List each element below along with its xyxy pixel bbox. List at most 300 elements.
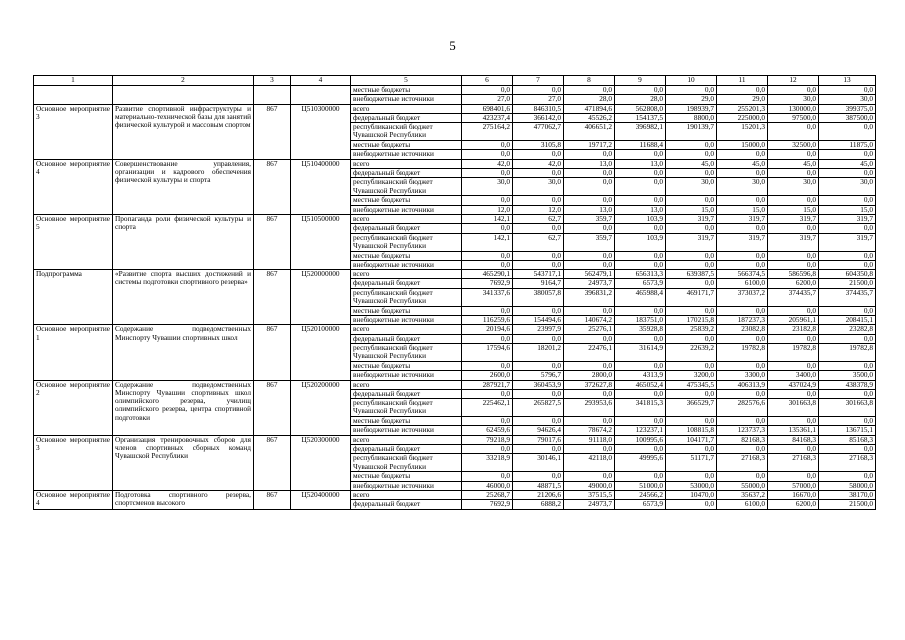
amount-cell: 0,0 [564,417,615,426]
amount-cell: 341815,3 [615,399,666,417]
amount-cell: 0,0 [666,169,717,178]
amount-cell: 0,0 [768,361,819,370]
funding-source-cell: внебюджетные источники [351,426,462,435]
amount-cell: 0,0 [666,306,717,315]
amount-cell: 0,0 [717,150,768,159]
amount-cell: 656313,3 [615,270,666,279]
amount-cell: 0,0 [819,445,876,454]
amount-cell: 84168,3 [768,435,819,444]
amount-cell: 6100,0 [717,279,768,288]
activity-name-cell [113,86,254,105]
funding-source-cell: местные бюджеты [351,196,462,205]
amount-cell: 51000,0 [615,481,666,490]
funding-source-cell: республиканский бюджет Чувашской Республики [351,123,462,141]
grbs-code-cell: 867 [254,214,291,269]
funding-source-cell: республиканский бюджет Чувашской Республики [351,454,462,472]
amount-cell: 0,0 [819,389,876,398]
amount-cell: 0,0 [462,361,513,370]
amount-cell: 13,0 [615,205,666,214]
amount-cell: 0,0 [819,472,876,481]
table-row [34,214,876,223]
activity-type-cell: Основное мероприятие 2 [34,380,113,435]
grbs-code-cell [254,86,291,105]
amount-cell: 104171,7 [666,435,717,444]
amount-cell: 25839,2 [666,325,717,334]
amount-cell: 301663,8 [768,399,819,417]
amount-cell: 16670,0 [768,490,819,499]
amount-cell: 639387,5 [666,270,717,279]
amount-cell: 0,0 [819,306,876,315]
col-header-3: 3 [254,76,291,86]
funding-source-cell: местные бюджеты [351,472,462,481]
amount-cell: 0,0 [513,196,564,205]
amount-cell: 97500,0 [768,113,819,122]
amount-cell: 29,0 [717,95,768,104]
budget-class-code-cell: Ц520000000 [291,270,351,325]
funding-source-cell: республиканский бюджет Чувашской Республики [351,288,462,306]
amount-cell: 0,0 [819,260,876,269]
amount-cell: 79218,9 [462,435,513,444]
amount-cell: 187237,3 [717,316,768,325]
amount-cell: 11688,4 [615,141,666,150]
amount-cell: 5796,7 [513,371,564,380]
budget-class-code-cell: Ц520400000 [291,490,351,509]
amount-cell: 0,0 [462,334,513,343]
amount-cell: 31614,9 [615,343,666,361]
amount-cell: 3500,0 [819,371,876,380]
amount-cell: 0,0 [717,196,768,205]
amount-cell: 85168,3 [819,435,876,444]
amount-cell: 0,0 [462,306,513,315]
amount-cell: 49000,0 [564,481,615,490]
funding-source-cell: местные бюджеты [351,417,462,426]
amount-cell: 0,0 [615,178,666,196]
budget-class-code-cell: Ц520300000 [291,435,351,490]
activity-name-cell: «Развитие спорта высших достижений и системы подготовки спортивного резерва» [113,270,254,325]
amount-cell: 108815,8 [666,426,717,435]
amount-cell: 22476,1 [564,343,615,361]
amount-cell: 604350,8 [819,270,876,279]
amount-cell: 136715,1 [819,426,876,435]
amount-cell: 183751,0 [615,316,666,325]
amount-cell: 100995,6 [615,435,666,444]
amount-cell: 8800,0 [666,113,717,122]
amount-cell: 0,0 [666,86,717,95]
budget-class-code-cell: Ц520100000 [291,325,351,380]
amount-cell: 0,0 [564,150,615,159]
amount-cell: 0,0 [717,86,768,95]
amount-cell: 380057,8 [513,288,564,306]
amount-cell: 0,0 [768,445,819,454]
funding-source-cell: местные бюджеты [351,251,462,260]
amount-cell: 29,0 [666,95,717,104]
amount-cell: 0,0 [819,251,876,260]
amount-cell: 0,0 [462,224,513,233]
amount-cell: 0,0 [564,251,615,260]
amount-cell: 15,0 [666,205,717,214]
amount-cell: 0,0 [717,224,768,233]
grbs-code-cell: 867 [254,490,291,509]
amount-cell: 0,0 [666,417,717,426]
header-row [34,76,876,86]
amount-cell: 301663,8 [819,399,876,417]
budget-table [33,75,876,510]
amount-cell: 198939,7 [666,104,717,113]
col-header-9: 9 [615,76,666,86]
table-body [34,86,876,510]
funding-source-cell: местные бюджеты [351,141,462,150]
amount-cell: 205961,1 [768,316,819,325]
amount-cell: 0,0 [666,279,717,288]
amount-cell: 27168,3 [819,454,876,472]
amount-cell: 4313,9 [615,371,666,380]
amount-cell: 35637,2 [717,490,768,499]
table-row [34,325,876,334]
amount-cell: 208415,1 [819,316,876,325]
amount-cell: 0,0 [615,306,666,315]
funding-source-cell: внебюджетные источники [351,260,462,269]
amount-cell: 15000,0 [717,141,768,150]
amount-cell: 42118,0 [564,454,615,472]
amount-cell: 372627,8 [564,380,615,389]
amount-cell: 25268,7 [462,490,513,499]
funding-source-cell: всего [351,435,462,444]
amount-cell: 543717,1 [513,270,564,279]
funding-source-cell: республиканский бюджет Чувашской Республики [351,233,462,251]
table-row [34,104,876,113]
amount-cell: 0,0 [462,260,513,269]
funding-source-cell: федеральный бюджет [351,445,462,454]
amount-cell: 0,0 [768,169,819,178]
amount-cell: 293953,6 [564,399,615,417]
amount-cell: 586596,8 [768,270,819,279]
amount-cell: 21500,0 [819,279,876,288]
amount-cell: 366142,0 [513,113,564,122]
col-header-10: 10 [666,76,717,86]
amount-cell: 0,0 [819,150,876,159]
col-header-8: 8 [564,76,615,86]
amount-cell: 6200,0 [768,279,819,288]
amount-cell: 116259,6 [462,316,513,325]
amount-cell: 57000,0 [768,481,819,490]
amount-cell: 45526,2 [564,113,615,122]
grbs-code-cell: 867 [254,104,291,159]
amount-cell: 0,0 [615,224,666,233]
amount-cell: 0,0 [819,361,876,370]
funding-source-cell: всего [351,159,462,168]
amount-cell: 7692,9 [462,279,513,288]
amount-cell: 0,0 [717,251,768,260]
amount-cell: 225462,1 [462,399,513,417]
activity-name-cell: Пропаганда роли физической культуры и спорта [113,214,254,269]
amount-cell: 0,0 [819,417,876,426]
amount-cell: 62,7 [513,233,564,251]
amount-cell: 12,0 [462,205,513,214]
col-header-2: 2 [113,76,254,86]
amount-cell: 42,0 [462,159,513,168]
amount-cell: 846310,5 [513,104,564,113]
amount-cell: 0,0 [768,417,819,426]
amount-cell: 0,0 [513,417,564,426]
amount-cell: 0,0 [666,150,717,159]
col-header-11: 11 [717,76,768,86]
amount-cell: 406313,9 [717,380,768,389]
amount-cell: 24973,7 [564,500,615,509]
amount-cell: 373037,2 [717,288,768,306]
amount-cell: 142,1 [462,214,513,223]
amount-cell: 319,7 [666,214,717,223]
amount-cell: 0,0 [615,251,666,260]
funding-source-cell: внебюджетные источники [351,150,462,159]
amount-cell: 154137,5 [615,113,666,122]
amount-cell: 0,0 [819,196,876,205]
amount-cell: 360453,9 [513,380,564,389]
amount-cell: 78674,2 [564,426,615,435]
amount-cell: 0,0 [615,445,666,454]
amount-cell: 0,0 [513,86,564,95]
budget-class-code-cell: Ц510400000 [291,159,351,214]
amount-cell: 12,0 [513,205,564,214]
table-row [34,270,876,279]
amount-cell: 0,0 [513,445,564,454]
amount-cell: 0,0 [717,417,768,426]
amount-cell: 130000,0 [768,104,819,113]
amount-cell: 30,0 [768,95,819,104]
amount-cell: 42,0 [513,159,564,168]
funding-source-cell: республиканский бюджет Чувашской Республики [351,399,462,417]
amount-cell: 265827,5 [513,399,564,417]
amount-cell: 225000,0 [717,113,768,122]
amount-cell: 190139,7 [666,123,717,141]
amount-cell: 406651,2 [564,123,615,141]
amount-cell: 0,0 [768,123,819,141]
activity-name-cell: Развитие спортивной инфраструктуры и материально-технической базы для занятий физической культурой и массовым спортом [113,104,254,159]
table-row [34,435,876,444]
amount-cell: 135361,1 [768,426,819,435]
amount-cell: 142,1 [462,233,513,251]
activity-type-cell: Основное мероприятие 1 [34,325,113,380]
amount-cell: 27168,3 [717,454,768,472]
amount-cell: 0,0 [666,472,717,481]
amount-cell: 0,0 [615,417,666,426]
funding-source-cell: республиканский бюджет Чувашской Республики [351,343,462,361]
amount-cell: 0,0 [717,260,768,269]
amount-cell: 0,0 [666,389,717,398]
amount-cell: 0,0 [513,334,564,343]
funding-source-cell: внебюджетные источники [351,371,462,380]
amount-cell: 0,0 [513,260,564,269]
amount-cell: 30,0 [666,178,717,196]
amount-cell: 79017,6 [513,435,564,444]
amount-cell: 3400,0 [768,371,819,380]
amount-cell: 6888,2 [513,500,564,509]
amount-cell: 374435,7 [819,288,876,306]
activity-type-cell: Основное мероприятие 3 [34,435,113,490]
budget-table-container [33,75,875,510]
budget-class-code-cell: Ц520200000 [291,380,351,435]
amount-cell: 154494,6 [513,316,564,325]
activity-type-cell: Подпрограмма [34,270,113,325]
amount-cell: 396982,1 [615,123,666,141]
amount-cell: 23182,8 [768,325,819,334]
amount-cell: 0,0 [564,389,615,398]
amount-cell: 0,0 [462,86,513,95]
amount-cell: 319,7 [666,233,717,251]
funding-source-cell: всего [351,270,462,279]
amount-cell: 0,0 [564,472,615,481]
amount-cell: 30,0 [513,178,564,196]
amount-cell: 387500,0 [819,113,876,122]
amount-cell: 0,0 [717,361,768,370]
amount-cell: 0,0 [462,389,513,398]
col-header-13: 13 [819,76,876,86]
amount-cell: 0,0 [513,361,564,370]
amount-cell: 0,0 [666,334,717,343]
amount-cell: 19782,8 [717,343,768,361]
amount-cell: 374435,7 [768,288,819,306]
amount-cell: 19717,2 [564,141,615,150]
col-header-1: 1 [34,76,113,86]
amount-cell: 23282,8 [819,325,876,334]
page-number: 5 [449,38,456,53]
amount-cell: 0,0 [564,260,615,269]
amount-cell: 0,0 [666,224,717,233]
amount-cell: 366529,7 [666,399,717,417]
amount-cell: 0,0 [666,361,717,370]
amount-cell: 170215,8 [666,316,717,325]
amount-cell: 359,7 [564,214,615,223]
amount-cell: 3300,0 [717,371,768,380]
amount-cell: 0,0 [717,169,768,178]
budget-class-code-cell: Ц510500000 [291,214,351,269]
funding-source-cell: местные бюджеты [351,86,462,95]
amount-cell: 0,0 [768,224,819,233]
amount-cell: 123737,3 [717,426,768,435]
activity-type-cell [34,86,113,105]
amount-cell: 15201,3 [717,123,768,141]
amount-cell: 27,0 [462,95,513,104]
amount-cell: 562479,1 [564,270,615,279]
amount-cell: 0,0 [564,224,615,233]
activity-name-cell: Подготовка спортивного резерва, спортсменов высокого [113,490,254,509]
amount-cell: 10470,0 [666,490,717,499]
amount-cell: 465290,1 [462,270,513,279]
amount-cell: 477062,7 [513,123,564,141]
activity-type-cell: Основное мероприятие 5 [34,214,113,269]
amount-cell: 0,0 [513,251,564,260]
amount-cell: 0,0 [615,260,666,269]
amount-cell: 438378,9 [819,380,876,389]
amount-cell: 62459,6 [462,426,513,435]
amount-cell: 0,0 [768,251,819,260]
funding-source-cell: федеральный бюджет [351,279,462,288]
amount-cell: 319,7 [819,233,876,251]
amount-cell: 13,0 [615,159,666,168]
amount-cell: 0,0 [768,86,819,95]
amount-cell: 123237,1 [615,426,666,435]
amount-cell: 30,0 [462,178,513,196]
amount-cell: 2600,0 [462,371,513,380]
funding-source-cell: местные бюджеты [351,306,462,315]
funding-source-cell: всего [351,104,462,113]
grbs-code-cell: 867 [254,325,291,380]
amount-cell: 18201,2 [513,343,564,361]
amount-cell: 62,7 [513,214,564,223]
amount-cell: 0,0 [768,389,819,398]
amount-cell: 30,0 [819,95,876,104]
amount-cell: 319,7 [768,233,819,251]
amount-cell: 698401,6 [462,104,513,113]
amount-cell: 25276,1 [564,325,615,334]
amount-cell: 91118,0 [564,435,615,444]
amount-cell: 103,9 [615,214,666,223]
budget-class-code-cell [291,86,351,105]
amount-cell: 6573,9 [615,500,666,509]
amount-cell: 45,0 [717,159,768,168]
amount-cell: 0,0 [462,251,513,260]
amount-cell: 0,0 [666,445,717,454]
amount-cell: 465988,4 [615,288,666,306]
amount-cell: 49995,6 [615,454,666,472]
amount-cell: 23997,9 [513,325,564,334]
activity-type-cell: Основное мероприятие 4 [34,159,113,214]
activity-name-cell: Содержание подведомственных Минспорту Чувашии спортивных школ олимпийского резерва, училищ олимпийского резерва, центра спортивной подготовки [113,380,254,435]
amount-cell: 32500,0 [768,141,819,150]
amount-cell: 471894,6 [564,104,615,113]
amount-cell: 0,0 [768,334,819,343]
col-header-12: 12 [768,76,819,86]
amount-cell: 0,0 [819,334,876,343]
col-header-7: 7 [513,76,564,86]
amount-cell: 396831,2 [564,288,615,306]
amount-cell: 21500,0 [819,500,876,509]
amount-cell: 0,0 [768,306,819,315]
amount-cell: 6100,0 [717,500,768,509]
amount-cell: 0,0 [768,472,819,481]
funding-source-cell: внебюджетные источники [351,316,462,325]
amount-cell: 3200,0 [666,371,717,380]
amount-cell: 0,0 [615,86,666,95]
activity-type-cell: Основное мероприятие 3 [34,104,113,159]
amount-cell: 48871,5 [513,481,564,490]
amount-cell: 0,0 [564,306,615,315]
amount-cell: 28,0 [564,95,615,104]
amount-cell: 38170,0 [819,490,876,499]
amount-cell: 0,0 [666,196,717,205]
amount-cell: 0,0 [513,472,564,481]
amount-cell: 359,7 [564,233,615,251]
amount-cell: 20194,6 [462,325,513,334]
amount-cell: 0,0 [615,150,666,159]
amount-cell: 0,0 [462,196,513,205]
amount-cell: 51171,7 [666,454,717,472]
amount-cell: 21206,6 [513,490,564,499]
amount-cell: 7692,9 [462,500,513,509]
amount-cell: 0,0 [768,196,819,205]
amount-cell: 0,0 [513,169,564,178]
amount-cell: 27,0 [513,95,564,104]
col-header-4: 4 [291,76,351,86]
amount-cell: 0,0 [666,260,717,269]
amount-cell: 53000,0 [666,481,717,490]
amount-cell: 0,0 [819,86,876,95]
funding-source-cell: внебюджетные источники [351,205,462,214]
amount-cell: 45,0 [819,159,876,168]
amount-cell: 24566,2 [615,490,666,499]
amount-cell: 0,0 [462,472,513,481]
amount-cell: 27168,3 [768,454,819,472]
amount-cell: 282576,6 [717,399,768,417]
